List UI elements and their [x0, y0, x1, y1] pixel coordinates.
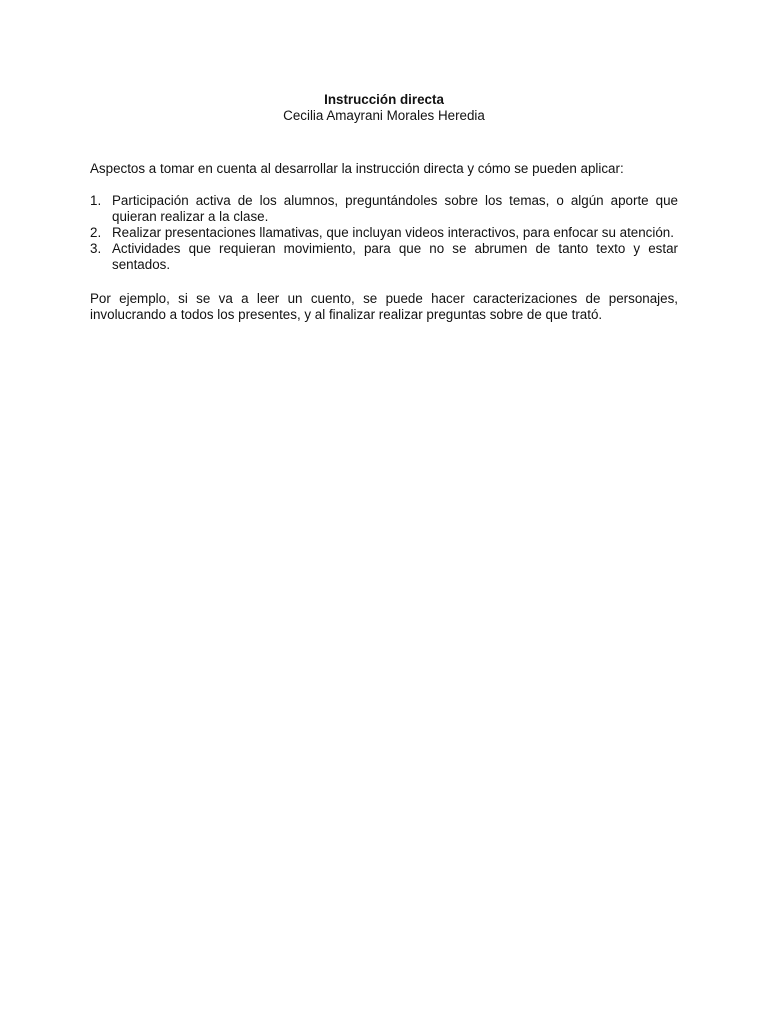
aspects-list [90, 193, 678, 273]
document-title: Instrucción directa [324, 92, 444, 107]
list-item [90, 225, 678, 241]
list-item-number: 2. [90, 225, 102, 240]
list-item [90, 193, 678, 225]
list-item-number: 1. [90, 193, 102, 208]
intro-paragraph: Aspectos a tomar en cuenta al desarrollar la instrucción directa y cómo se pueden aplicar: [90, 161, 624, 176]
list-item [90, 241, 678, 273]
list-item-text: Actividades que requieran movimiento, para que no se abrumen de tanto texto y estar sentados. [112, 241, 678, 272]
list-item-text: Realizar presentaciones llamativas, que incluyan videos interactivos, para enfocar su atención. [112, 225, 674, 240]
list-item-number: 3. [90, 241, 102, 256]
document-author: Cecilia Amayrani Morales Heredia [283, 108, 485, 123]
list-item-text: Participación activa de los alumnos, preguntándoles sobre los temas, o algún aporte que quieran realizar a la clase. [112, 193, 678, 224]
example-paragraph: Por ejemplo, si se va a leer un cuento, se puede hacer caracterizaciones de personajes, involucrando a todos los presentes, y al finalizar realizar preguntas sobre de que trató. [90, 291, 678, 322]
document-page [90, 92, 678, 323]
